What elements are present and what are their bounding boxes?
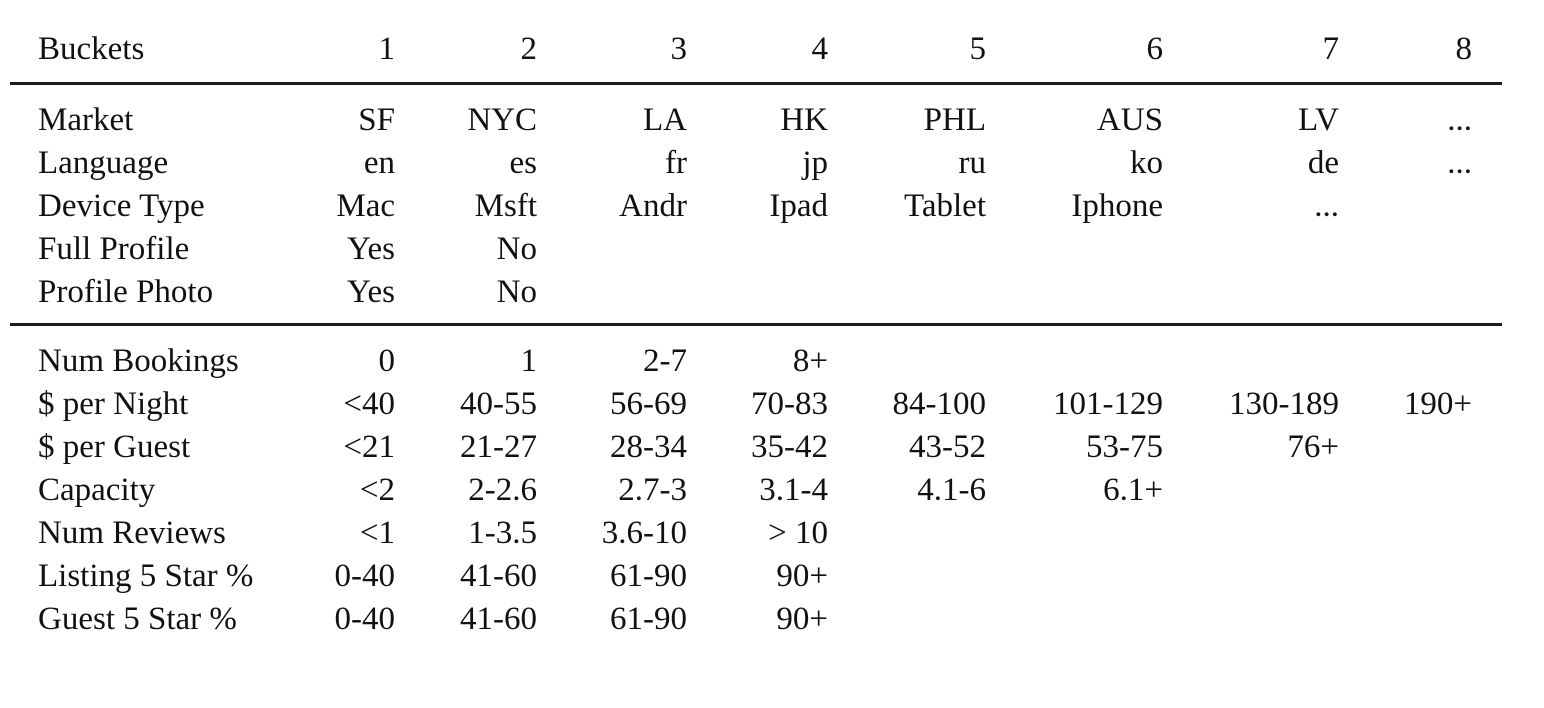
table-row: [0, 142, 1544, 185]
table-cell: en: [363, 145, 395, 181]
table-cell: 90+: [776, 601, 828, 637]
row-label: Language: [38, 145, 169, 181]
table-cell: de: [1307, 145, 1339, 181]
row-label: Num Reviews: [38, 515, 226, 551]
table-cell: <1: [359, 515, 395, 551]
table-cell: jp: [802, 145, 828, 181]
table-cell: > 10: [768, 515, 828, 551]
header-rule: [10, 82, 1502, 85]
header-col-7: 7: [1322, 31, 1339, 67]
row-label: Full Profile: [38, 231, 190, 267]
row-label: $ per Guest: [38, 429, 191, 465]
table-row: [0, 512, 1544, 555]
table-cell: 0: [378, 343, 395, 379]
table-cell: 190+: [1403, 386, 1472, 422]
table-cell: 2-7: [643, 343, 687, 379]
table-cell: 4.1-6: [917, 472, 986, 508]
table-cell: 90+: [776, 558, 828, 594]
table-cell: ...: [1447, 145, 1472, 181]
table-cell: 61-90: [610, 558, 687, 594]
table-cell: ...: [1447, 102, 1472, 138]
table-cell: 84-100: [892, 386, 986, 422]
table-cell: 41-60: [460, 601, 537, 637]
table-cell: 3.6-10: [601, 515, 687, 551]
row-label: Market: [38, 102, 134, 138]
table-row: [0, 271, 1544, 314]
table-row: [0, 598, 1544, 641]
row-label: Device Type: [38, 188, 205, 224]
table-cell: No: [496, 274, 537, 310]
table-cell: Ipad: [769, 188, 828, 224]
table-cell: 8+: [792, 343, 828, 379]
table-cell: 0-40: [334, 558, 395, 594]
table-cell: 1-3.5: [468, 515, 537, 551]
table-row: [0, 383, 1544, 426]
table-cell: 3.1-4: [759, 472, 828, 508]
table-cell: 1: [520, 343, 537, 379]
table-cell: No: [496, 231, 537, 267]
table-cell: PHL: [923, 102, 986, 138]
table-cell: Mac: [336, 188, 395, 224]
table-cell: 70-83: [751, 386, 828, 422]
row-label: Capacity: [38, 472, 156, 508]
table-cell: 2.7-3: [618, 472, 687, 508]
header-col-5: 5: [969, 31, 986, 67]
table-cell: Msft: [474, 188, 537, 224]
table-cell: <21: [343, 429, 395, 465]
table-cell: AUS: [1096, 102, 1163, 138]
table-cell: NYC: [467, 102, 537, 138]
header-col-3: 3: [670, 31, 687, 67]
table-row: [0, 426, 1544, 469]
header-label: Buckets: [38, 31, 145, 67]
header-row: [0, 28, 1544, 71]
table-cell: 61-90: [610, 601, 687, 637]
table-cell: Iphone: [1071, 188, 1163, 224]
header-col-4: 4: [811, 31, 828, 67]
table-cell: <40: [343, 386, 395, 422]
table-cell: 43-52: [909, 429, 986, 465]
row-label: Num Bookings: [38, 343, 239, 379]
table-cell: 21-27: [460, 429, 537, 465]
table-cell: 130-189: [1229, 386, 1339, 422]
header-col-6: 6: [1146, 31, 1163, 67]
section-rule: [10, 323, 1502, 326]
table-cell: 28-34: [610, 429, 687, 465]
table-cell: LV: [1298, 102, 1339, 138]
table-cell: <2: [359, 472, 395, 508]
table-cell: LA: [643, 102, 687, 138]
table-cell: 2-2.6: [468, 472, 537, 508]
table-cell: Yes: [346, 274, 395, 310]
table-row: [0, 228, 1544, 271]
table-cell: 0-40: [334, 601, 395, 637]
table-cell: 56-69: [610, 386, 687, 422]
table-cell: HK: [780, 102, 828, 138]
table-cell: ko: [1130, 145, 1163, 181]
table-row: [0, 99, 1544, 142]
header-col-2: 2: [520, 31, 537, 67]
table-cell: 101-129: [1053, 386, 1163, 422]
table-cell: 6.1+: [1103, 472, 1163, 508]
row-label: $ per Night: [38, 386, 189, 422]
table-cell: ...: [1314, 188, 1339, 224]
table-cell: fr: [665, 145, 687, 181]
table-cell: Tablet: [904, 188, 986, 224]
table-cell: Andr: [619, 188, 687, 224]
table-cell: 35-42: [751, 429, 828, 465]
table-cell: 40-55: [460, 386, 537, 422]
header-col-8: 8: [1455, 31, 1472, 67]
table-cell: 76+: [1287, 429, 1339, 465]
table-cell: Yes: [346, 231, 395, 267]
table-cell: SF: [358, 102, 395, 138]
table-row: [0, 469, 1544, 512]
table-row: [0, 340, 1544, 383]
header-col-1: 1: [378, 31, 395, 67]
row-label: Guest 5 Star %: [38, 601, 237, 637]
row-label: Profile Photo: [38, 274, 214, 310]
table-row: [0, 555, 1544, 598]
table-cell: ru: [958, 145, 986, 181]
row-label: Listing 5 Star %: [38, 558, 254, 594]
table-cell: 41-60: [460, 558, 537, 594]
table-row: [0, 185, 1544, 228]
table-cell: 53-75: [1086, 429, 1163, 465]
table-cell: es: [509, 145, 537, 181]
